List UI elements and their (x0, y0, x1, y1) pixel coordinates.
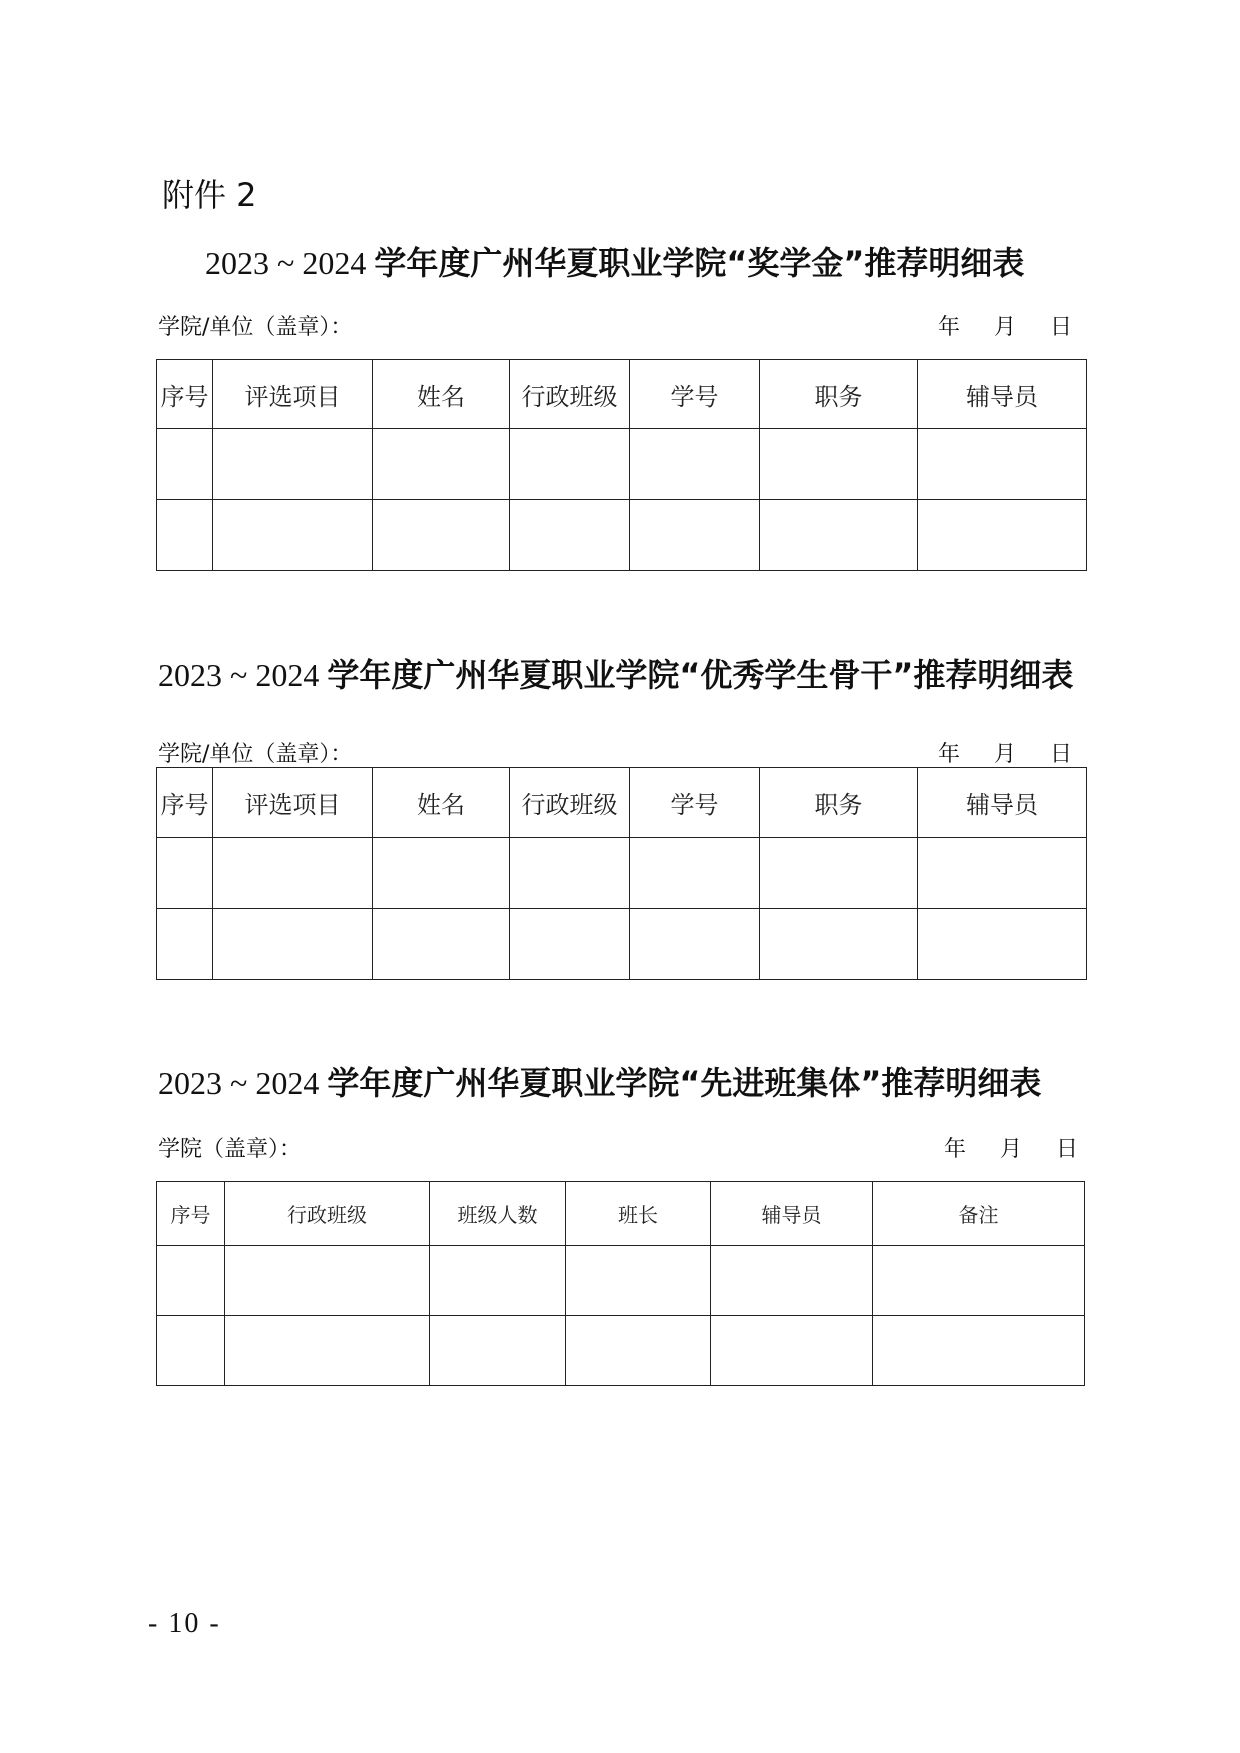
date-year: 年 (944, 1137, 967, 1162)
date-fields (944, 1132, 1078, 1163)
page-number: - 10 - (148, 1608, 221, 1639)
col-header: 辅导员 (918, 768, 1087, 838)
date-month: 月 (994, 742, 1017, 767)
unit-stamp-label: 学院（盖章）： (158, 1137, 302, 1162)
col-header: 行政班级 (510, 768, 630, 838)
title-year-range: 2023 ~ 2024 (205, 245, 375, 281)
date-year: 年 (938, 742, 961, 767)
date-day: 日 (1050, 315, 1073, 340)
table-row (157, 429, 1087, 500)
col-header: 行政班级 (510, 360, 630, 429)
col-header: 行政班级 (225, 1182, 430, 1246)
col-header: 辅导员 (918, 360, 1087, 429)
date-year: 年 (938, 315, 961, 340)
date-fields (938, 737, 1072, 768)
table-row (157, 500, 1087, 571)
date-day: 日 (1056, 1137, 1079, 1162)
col-header: 职务 (760, 768, 918, 838)
col-header: 评选项目 (213, 768, 373, 838)
date-month: 月 (1000, 1137, 1023, 1162)
table-row (157, 909, 1087, 980)
section-title-scholarship (205, 238, 1024, 284)
col-header: 辅导员 (711, 1182, 873, 1246)
col-header: 姓名 (373, 768, 510, 838)
scholarship-table (156, 359, 1087, 571)
col-header: 姓名 (373, 360, 510, 429)
col-header: 学号 (630, 768, 760, 838)
table-header-row (157, 1182, 1085, 1246)
title-text: 学年度广州华夏职业学院“优秀学生骨干”推荐明细表 (327, 656, 1074, 694)
table-row (157, 1316, 1085, 1386)
section-title-advanced-class (158, 1058, 1041, 1104)
col-header: 序号 (157, 768, 213, 838)
date-month: 月 (994, 315, 1017, 340)
unit-stamp-label: 学院/单位（盖章）： (158, 315, 353, 340)
title-year-range: 2023 ~ 2024 (158, 657, 328, 693)
col-header: 序号 (157, 360, 213, 429)
col-header: 班级人数 (430, 1182, 566, 1246)
col-header: 评选项目 (213, 360, 373, 429)
date-fields (938, 310, 1072, 341)
outstanding-cadre-table (156, 767, 1087, 980)
section-title-outstanding-cadre (158, 650, 1073, 696)
col-header: 序号 (157, 1182, 225, 1246)
title-year-range: 2023 ~ 2024 (158, 1065, 328, 1101)
unit-stamp-label: 学院/单位（盖章）： (158, 742, 353, 767)
table-header-row (157, 360, 1087, 429)
col-header: 备注 (873, 1182, 1085, 1246)
title-text: 学年度广州华夏职业学院“先进班集体”推荐明细表 (327, 1064, 1042, 1102)
date-day: 日 (1050, 742, 1073, 767)
attachment-label: 附件 2 (162, 176, 257, 214)
table-row (157, 1246, 1085, 1316)
col-header: 职务 (760, 360, 918, 429)
col-header: 班长 (566, 1182, 711, 1246)
col-header: 学号 (630, 360, 760, 429)
title-text: 学年度广州华夏职业学院“奖学金”推荐明细表 (374, 244, 1025, 282)
table-row (157, 838, 1087, 909)
advanced-class-table (156, 1181, 1085, 1386)
table-header-row (157, 768, 1087, 838)
